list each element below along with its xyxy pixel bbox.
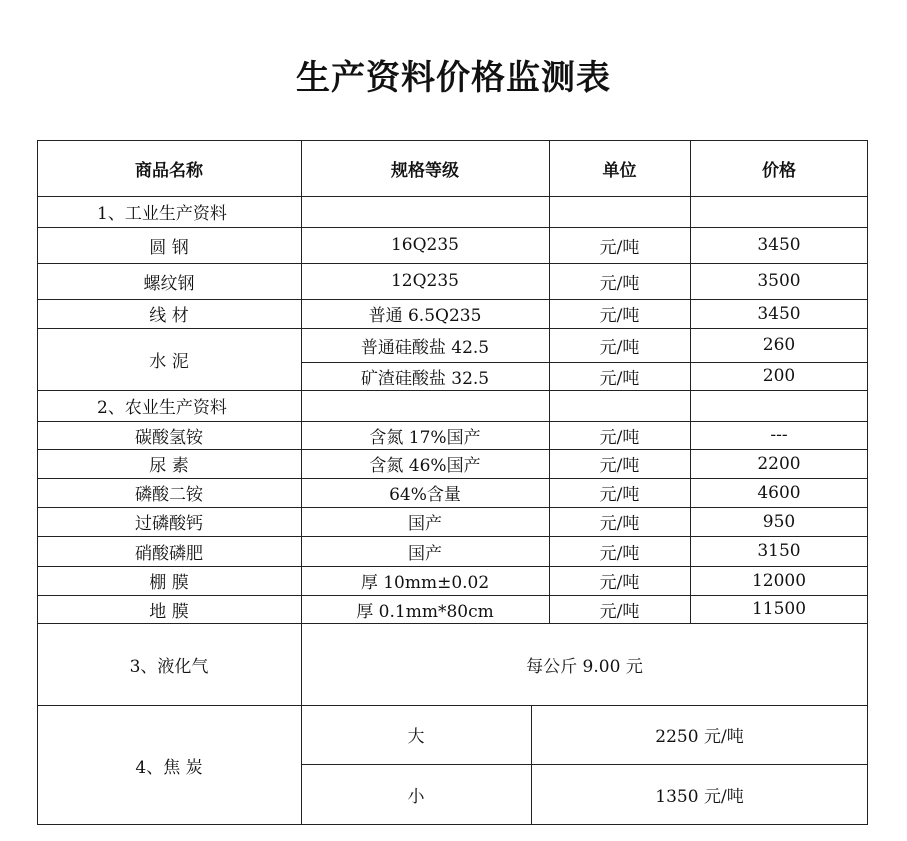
row-price: 11500 [751,599,807,619]
row-price: 3150 [757,541,801,561]
row-price: 12000 [751,570,807,591]
row-unit: 元/吨 [599,237,640,258]
row-price: 950 [762,511,796,532]
row-spec: 矿渣硅酸盐 32.5 [360,368,490,389]
row-spec: 普通 6.5Q235 [368,306,482,326]
row-spec: 国产 [408,514,442,534]
row-unit: 元/吨 [599,306,640,326]
row-unit: 元/吨 [599,427,640,448]
header-price: 价格 [762,160,796,181]
row-unit: 元/吨 [599,456,640,476]
row-unit: 元/吨 [599,337,640,358]
row-name: 碳酸氢铵 [135,427,203,448]
lpg-price: 每公斤 9.00 元 [526,656,643,677]
row-spec: 含氮 17%国产 [369,427,481,448]
row-spec: 64%含量 [389,485,461,505]
row-name: 线 材 [149,306,189,326]
row-price: 260 [762,335,796,355]
row-unit: 元/吨 [599,485,640,505]
row-price: 4600 [757,482,801,503]
row-unit: 元/吨 [599,368,640,389]
row-name: 地 膜 [149,601,189,622]
row-name: 螺纹钢 [143,273,195,294]
header-unit: 单位 [602,160,637,181]
row-unit: 元/吨 [599,273,640,294]
price-table [37,140,868,825]
row-name: 过磷酸钙 [135,514,203,534]
row-spec: 厚 0.1mm*80cm [356,601,494,622]
row-spec: 普通硅酸盐 42.5 [360,337,490,358]
row-price: 3450 [757,303,801,324]
row-spec: 含氮 46%国产 [369,456,481,476]
row-name: 水 泥 [149,351,189,372]
row-spec: 厚 10mm±0.02 [360,573,490,593]
row-price: 200 [762,366,796,386]
row-price: 3500 [757,271,801,291]
row-name: 尿 素 [149,456,189,476]
row-unit: 元/吨 [599,543,640,564]
row-price: 2200 [757,453,801,474]
row-name: 硝酸磷肥 [135,543,203,564]
row-name: 磷酸二铵 [135,485,203,505]
page-title: 生产资料价格监测表 [296,58,611,98]
row-spec: 国产 [408,543,442,564]
row-price: --- [770,425,788,445]
header-name: 商品名称 [135,160,203,181]
section-lpg: 3、液化气 [129,656,209,677]
coke-price: 2250 元/吨 [655,727,744,747]
header-spec: 规格等级 [391,160,459,181]
section-coke: 4、焦 炭 [135,757,203,778]
row-spec: 12Q235 [390,271,460,291]
section-industrial: 1、工业生产资料 [97,204,227,224]
row-spec: 16Q235 [390,235,460,255]
coke-size: 大 [407,727,425,747]
row-unit: 元/吨 [599,514,640,534]
row-unit: 元/吨 [599,573,640,593]
row-unit: 元/吨 [599,601,640,622]
coke-price: 1350 元/吨 [655,786,744,807]
section-agricultural: 2、农业生产资料 [97,398,227,418]
coke-size: 小 [407,786,425,807]
row-name: 圆 钢 [149,237,189,258]
row-price: 3450 [757,235,801,255]
row-name: 棚 膜 [149,573,189,593]
